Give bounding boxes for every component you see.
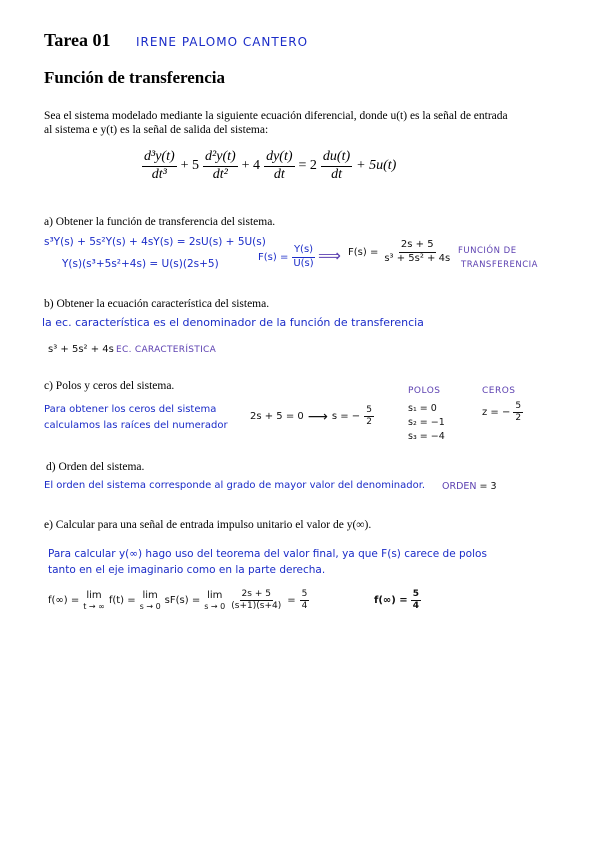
answer-c-line-2: calculamos las raíces del numerador [44,420,228,431]
question-b: b) Obtener la ecuación característica del sistema. [44,298,270,310]
order-result: ORDEN = 3 [442,481,497,492]
zero-equation: 2s + 5 = 0 ⟶ s = − $\frac{5}{2}$ [250,405,372,428]
zeros-label: CEROS [482,386,516,396]
poles-list [408,402,445,444]
answer-c-line-1: Para obtener los ceros del sistema [44,404,217,415]
answer-e-line-1: Para calcular y(∞) hago uso del teorema del valor final, ya que F(s) carece de polos [48,548,487,560]
question-c: c) Polos y ceros del sistema. [44,380,175,392]
implies-arrow: ⟹ [318,246,341,265]
transfer-ratio: F(s) = $\frac{Y(s)}{U(s)}$ [258,244,314,269]
answer-a-line-2: Y(s)(s³+5s²+4s) = U(s)(2s+5) [62,258,219,270]
answer-d: El orden del sistema corresponde al grado de mayor valor del denominador. [44,480,426,491]
differential-equation: $\frac{\text{d³y(t)}}{\text{dt³}}$ + 5 $\frac{\text{d²y(t)}}{\text{dt²}}$ + 4 $\frac{dy(t)}{dt}$ = 2 $\frac{du(t)}{dt}$ + 5u(t) [144,149,397,182]
intro-line-1: Sea el sistema modelado mediante la siguiente ecuación diferencial, donde u(t) es la señal de entrada [44,110,508,122]
answer-a-line-1: s³Y(s) + 5s²Y(s) + 4sY(s) = 2sU(s) + 5U(s) [44,236,266,248]
answer-e-line-2: tanto en el eje imaginario como en la parte derecha. [48,564,326,576]
pole-3: s₃ = −4 [408,431,445,442]
answer-b: la ec. característica es el denominador de la función de transferencia [42,316,424,329]
final-value-result: f(∞) = $\frac{5}{4}$ [374,589,419,612]
pole-2: s₂ = −1 [408,417,445,428]
poles-label: POLOS [408,386,441,396]
characteristic-label: EC. CARACTERÍSTICA [116,345,217,355]
intro-line-2: al sistema e y(t) es la señal de salida del sistema: [44,124,269,136]
page-title: Tarea 01 [44,30,111,50]
transfer-function: F(s) = $\frac{2s + 5}{\text{s³ + 5s² + 4s}}$ [348,239,451,264]
question-e: e) Calcular para una señal de entrada impulso unitario el valor de y(∞). [44,519,372,531]
question-d: d) Orden del sistema. [46,461,145,473]
zero-value: z = − $\frac{5}{2}$ [482,401,522,424]
question-a: a) Obtener la función de transferencia del sistema. [44,216,276,228]
transfer-function-label: FUNCIÓN DE TRANSFERENCIA [458,246,538,270]
final-value-theorem: f(∞) = lim t → ∞ f(t) = lim s → 0 sF(s) = lim s → 0 $\frac{2s + 5}{(s+1)(s+4)}$ = $\frac{5}{4}$ [48,589,308,612]
student-name: IRENE PALOMO CANTERO [136,35,309,49]
pole-1: s₁ = 0 [408,403,437,414]
characteristic-equation: s³ + 5s² + 4s [48,344,114,355]
section-title: Función de transferencia [44,68,226,87]
